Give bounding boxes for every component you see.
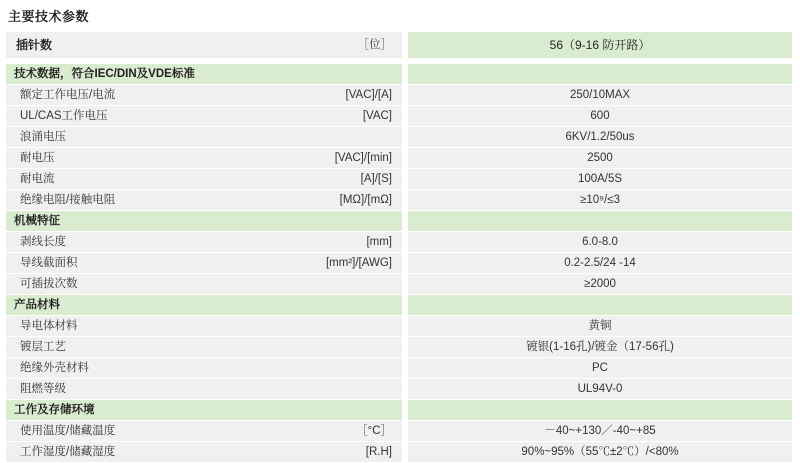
row-value: 6KV/1.2/50us (408, 127, 792, 147)
row-unit: ［°C］ (278, 421, 402, 441)
row-unit (278, 379, 402, 399)
table-row (6, 148, 792, 168)
row-unit: [VAC]/[A] (278, 85, 402, 105)
section-heading: 工作及存储环境 (6, 400, 402, 420)
spacer-cell (408, 59, 792, 63)
row-unit: [mm] (278, 232, 402, 252)
row-unit: [VAC] (278, 106, 402, 126)
table-row (6, 379, 792, 399)
row-value: 600 (408, 106, 792, 126)
table-row (6, 253, 792, 273)
row-label: 导线截面积 (6, 253, 278, 273)
spacer-cell (6, 59, 278, 63)
row-label: 浪涌电压 (6, 127, 278, 147)
row-spacer (6, 59, 792, 63)
section-header-environment (6, 400, 792, 420)
section-header-technical-data (6, 64, 792, 84)
row-label: 导电体材料 (6, 316, 278, 336)
table-row (6, 274, 792, 294)
table-row (6, 106, 792, 126)
specification-table (6, 31, 792, 463)
row-label: 剥线长度 (6, 232, 278, 252)
row-value: 250/10MAX (408, 85, 792, 105)
table-row (6, 337, 792, 357)
row-label: 可插拔次数 (6, 274, 278, 294)
table-row (6, 358, 792, 378)
row-label: 工作湿度/储藏湿度 (6, 442, 278, 462)
row-unit (278, 274, 402, 294)
section-heading-band (408, 400, 792, 420)
page-title: 主要技术参数 (8, 9, 90, 24)
row-value: UL94V-0 (408, 379, 792, 399)
row-unit: [A]/[S] (278, 169, 402, 189)
row-label: 阻燃等级 (6, 379, 278, 399)
section-heading: 技术数据，符合IEC/DIN及VDE标准 (6, 64, 402, 84)
row-value: 0.2-2.5/24 -14 (408, 253, 792, 273)
table-row-pin-count (6, 32, 792, 58)
table-row (6, 190, 792, 210)
row-label: 绝缘外壳材料 (6, 358, 278, 378)
row-label: 耐电压 (6, 148, 278, 168)
row-value: ≥10⁹/≤3 (408, 190, 792, 210)
table-row (6, 232, 792, 252)
section-heading-band (408, 295, 792, 315)
section-heading: 机械特征 (6, 211, 402, 231)
row-unit: ［位］ (278, 32, 402, 58)
section-heading-band (408, 211, 792, 231)
row-value: 100A/5S (408, 169, 792, 189)
row-value: 56（9-16 防开路） (408, 32, 792, 58)
table-row (6, 127, 792, 147)
table-row (6, 421, 792, 441)
row-unit: [mm²]/[AWG] (278, 253, 402, 273)
spacer-cell (278, 59, 402, 63)
section-heading: 产品材料 (6, 295, 402, 315)
row-label: 额定工作电压/电流 (6, 85, 278, 105)
row-label: 耐电流 (6, 169, 278, 189)
row-unit (278, 127, 402, 147)
row-label: 使用温度/储藏温度 (6, 421, 278, 441)
row-label: 插针数 (6, 32, 278, 58)
row-unit (278, 316, 402, 336)
table-row (6, 85, 792, 105)
row-unit: [MΩ]/[mΩ] (278, 190, 402, 210)
row-unit (278, 337, 402, 357)
row-value: PC (408, 358, 792, 378)
section-header-mechanical (6, 211, 792, 231)
section-heading-band (408, 64, 792, 84)
row-label: 镀层工艺 (6, 337, 278, 357)
row-unit (278, 358, 402, 378)
row-unit: [R.H] (278, 442, 402, 462)
row-value: 黄铜 (408, 316, 792, 336)
row-value: 6.0-8.0 (408, 232, 792, 252)
row-value: 90%~95%（55℃±2℃）/<80% (408, 442, 792, 462)
table-row (6, 169, 792, 189)
table-row (6, 442, 792, 462)
specification-table-body (6, 32, 792, 462)
table-row (6, 316, 792, 336)
row-unit: [VAC]/[min] (278, 148, 402, 168)
row-label: UL/CAS工作电压 (6, 106, 278, 126)
row-value: ≥2000 (408, 274, 792, 294)
row-value: －40~+130／-40~+85 (408, 421, 792, 441)
row-label: 绝缘电阻/接触电阻 (6, 190, 278, 210)
row-value: 2500 (408, 148, 792, 168)
row-value: 镀银(1-16孔)/镀金（17-56孔) (408, 337, 792, 357)
section-header-materials (6, 295, 792, 315)
